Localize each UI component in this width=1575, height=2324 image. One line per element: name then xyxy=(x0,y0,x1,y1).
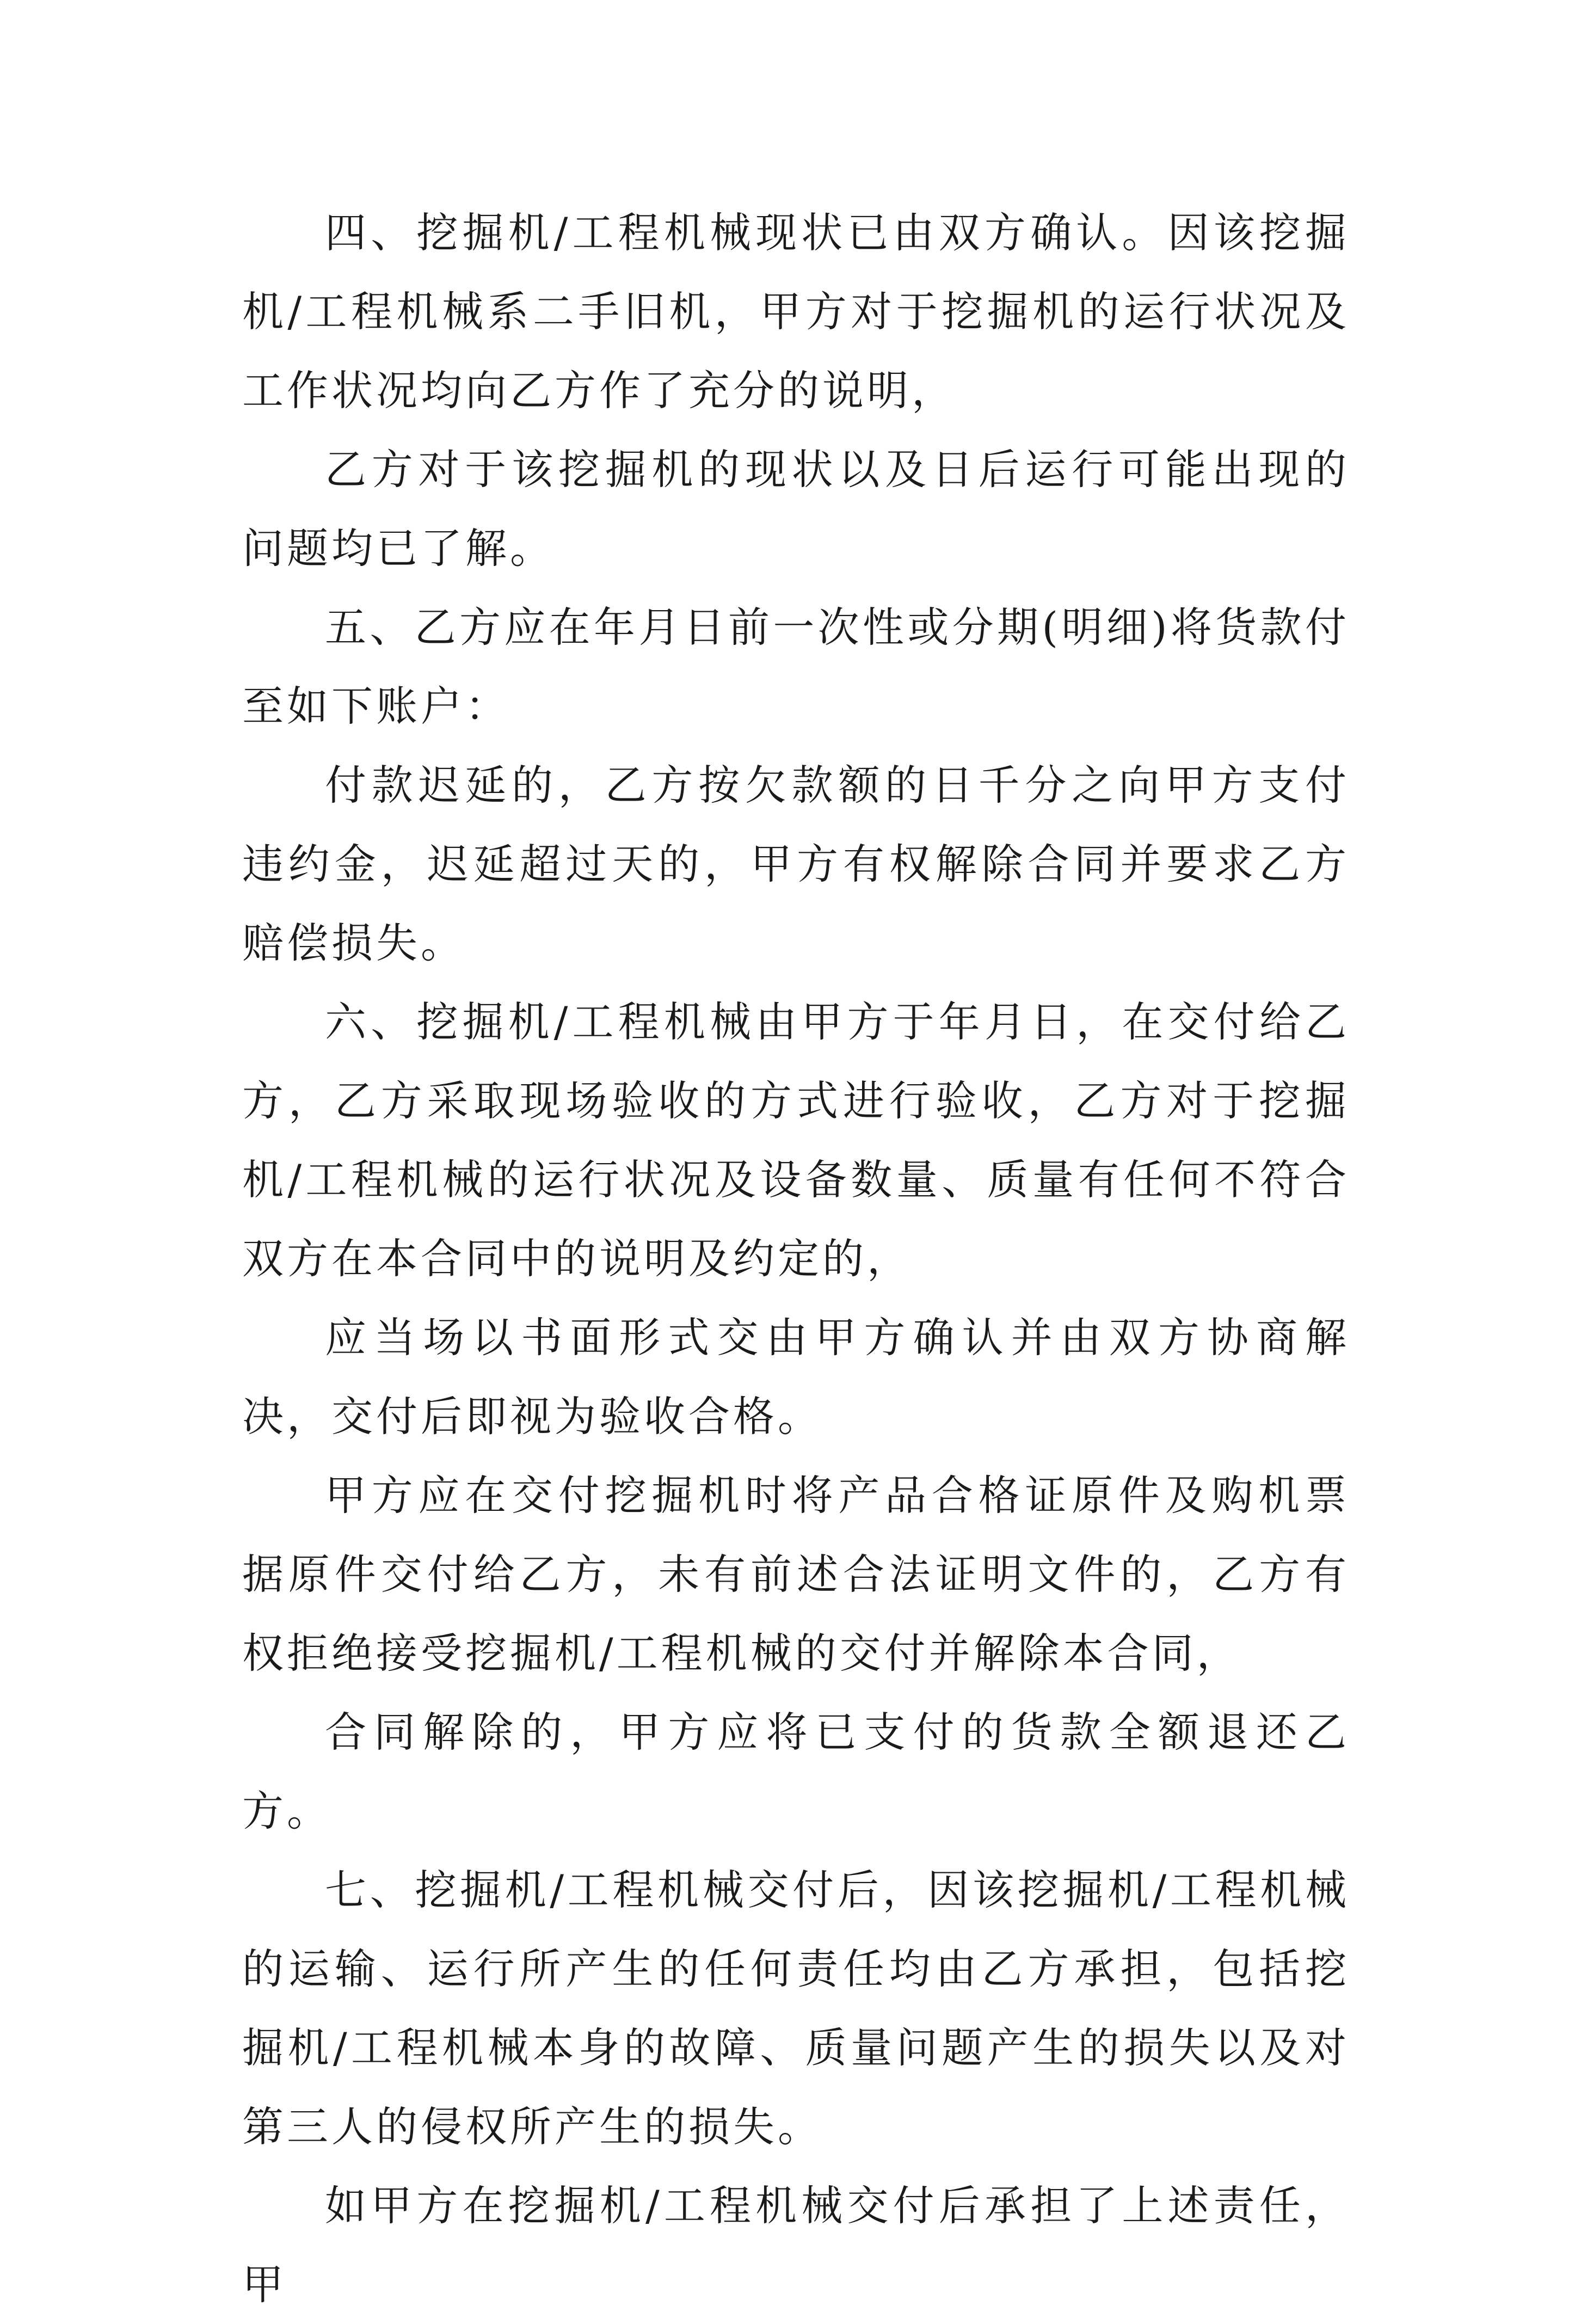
paragraph-clause-5: 五、乙方应在年月日前一次性或分期(明细)将货款付至如下账户： xyxy=(242,603,1350,730)
paragraph-certificate-delivery: 甲方应在交付挖掘机时将产品合格证原件及购机票据原件交付给乙方，未有前述合法证明文件的，乙方有权拒绝接受挖掘机/工程机械的交付并解除本合同， xyxy=(242,1471,1350,1677)
paragraph-clause-4: 四、挖掘机/工程机械现状已由双方确认。因该挖掘机/工程机械系二手旧机，甲方对于挖掘机的运行状况及工作状况均向乙方作了充分的说明， xyxy=(242,208,1350,415)
document-body xyxy=(242,193,1350,2324)
paragraph-clause-4-acknowledgement: 乙方对于该挖掘机的现状以及日后运行可能出现的问题均已了解。 xyxy=(242,445,1350,573)
paragraph-clause-7: 七、挖掘机/工程机械交付后，因该挖掘机/工程机械的运输、运行所产生的任何责任均由乙方承担，包括挖掘机/工程机械本身的故障、质量问题产生的损失以及对第三人的侵权所产生的损失。 xyxy=(242,1866,1350,2151)
paragraph-late-payment: 付款迟延的，乙方按欠款额的日千分之向甲方支付违约金，迟延超过天的，甲方有权解除合同并要求乙方赔偿损失。 xyxy=(242,761,1350,967)
paragraph-refund: 合同解除的，甲方应将已支付的货款全额退还乙方。 xyxy=(242,1708,1350,1835)
paragraph-inspection-confirmation: 应当场以书面形式交由甲方确认并由双方协商解决，交付后即视为验收合格。 xyxy=(242,1313,1350,1441)
paragraph-clause-6: 六、挖掘机/工程机械由甲方于年月日，在交付给乙方，乙方采取现场验收的方式进行验收，乙方对于挖掘机/工程机械的运行状况及设备数量、质量有任何不符合双方在本合同中的说明及约定的， xyxy=(242,998,1350,1283)
paragraph-liability-continued: 如甲方在挖掘机/工程机械交付后承担了上述责任，甲 xyxy=(242,2181,1350,2309)
